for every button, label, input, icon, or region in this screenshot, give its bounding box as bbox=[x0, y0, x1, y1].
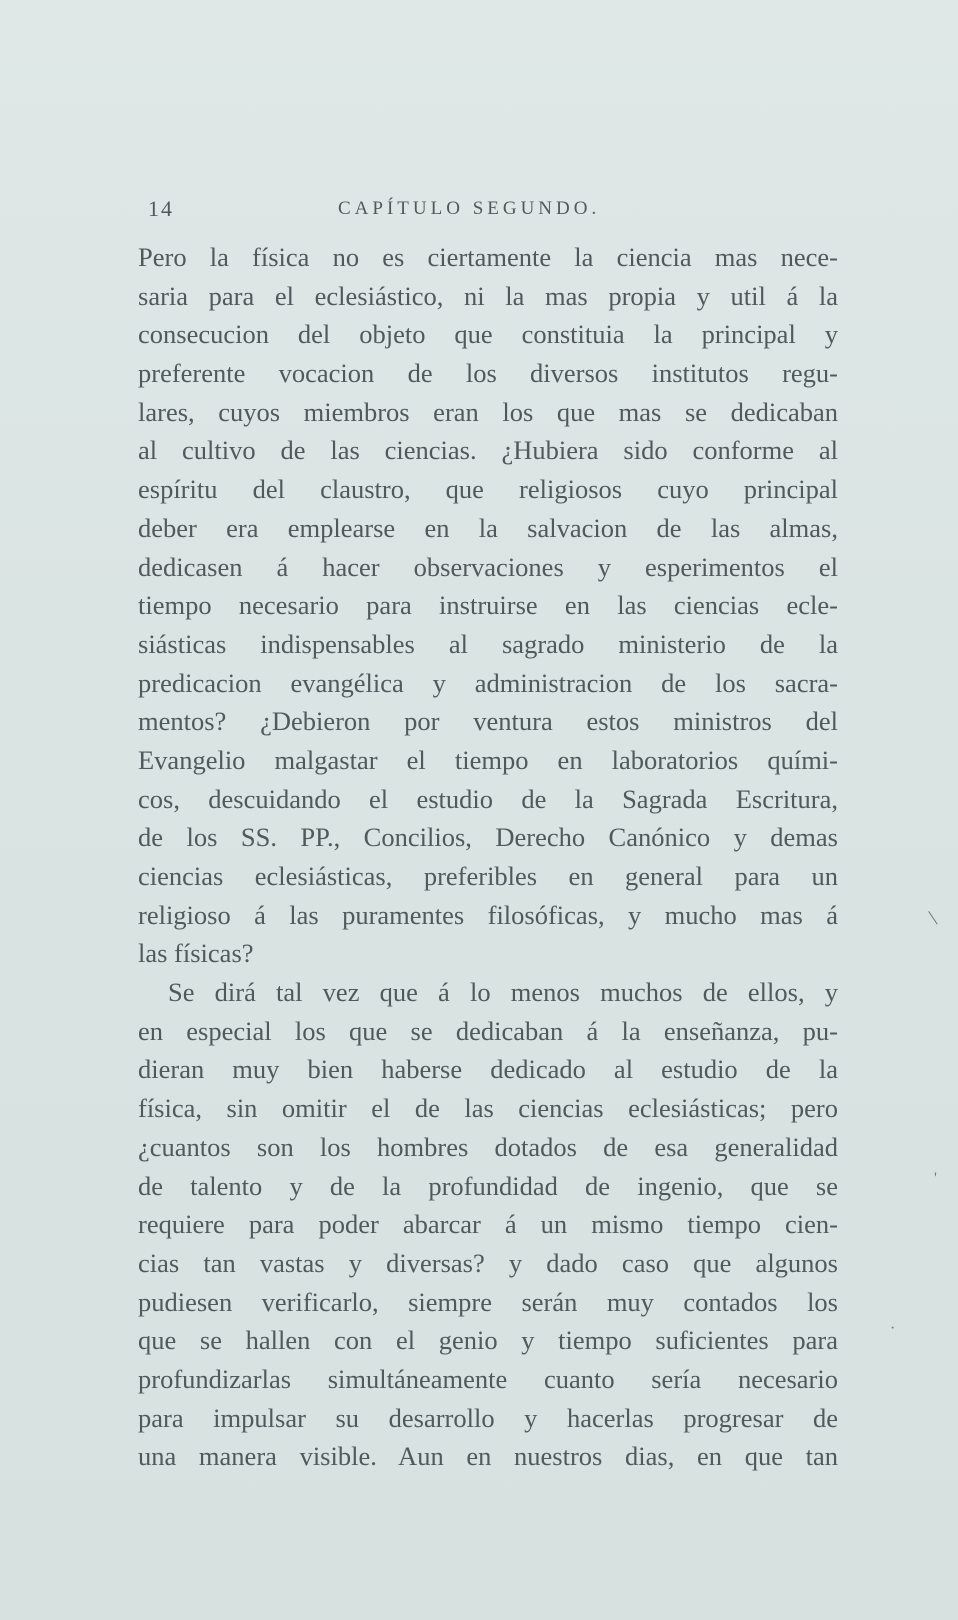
text-line: física, sin omitir el de las ciencias eclesiásticas; pero bbox=[138, 1093, 838, 1124]
text-line: preferente vocacion de los diversos institutos regu- bbox=[138, 358, 838, 389]
text-line: requiere para poder abarcar á un mismo tiempo cien- bbox=[138, 1209, 838, 1240]
text-line: espíritu del claustro, que religiosos cuyo principal bbox=[138, 474, 838, 505]
body-text bbox=[138, 238, 838, 1476]
text-line: religioso á las puramentes filosóficas, y mucho mas á bbox=[138, 899, 838, 930]
text-line: Se dirá tal vez que á lo menos muchos de ellos, y bbox=[168, 977, 838, 1008]
text-line: ¿cuantos son los hombres dotados de esa generalidad bbox=[138, 1131, 838, 1162]
text-line: siásticas indispensables al sagrado ministerio de la bbox=[138, 628, 838, 659]
text-line: pudiesen verificarlo, siempre serán muy contados los bbox=[138, 1286, 838, 1317]
text-line: para impulsar su desarrollo y hacerlas progresar de bbox=[138, 1402, 838, 1433]
text-line: en especial los que se dedicaban á la enseñanza, pu- bbox=[138, 1015, 838, 1046]
text-line: de los SS. PP., Concilios, Derecho Canónico y demas bbox=[138, 822, 838, 853]
text-line: que se hallen con el genio y tiempo suficientes para bbox=[138, 1325, 838, 1356]
text-line: Evangelio malgastar el tiempo en laboratorios quími- bbox=[138, 744, 838, 775]
text-line: lares, cuyos miembros eran los que mas se dedicaban bbox=[138, 396, 838, 427]
text-line: consecucion del objeto que constituia la principal y bbox=[138, 319, 838, 350]
text-line: cias tan vastas y diversas? y dado caso que algunos bbox=[138, 1247, 838, 1278]
text-line: al cultivo de las ciencias. ¿Hubiera sido conforme al bbox=[138, 435, 838, 466]
text-line: profundizarlas simultáneamente cuanto sería necesario bbox=[138, 1363, 838, 1394]
text-line: Pero la física no es ciertamente la ciencia mas nece- bbox=[138, 242, 838, 272]
text-line: cos, descuidando el estudio de la Sagrada Escritura, bbox=[138, 783, 838, 814]
text-line: dieran muy bien haberse dedicado al estudio de la bbox=[138, 1054, 838, 1085]
text-line: saria para el eclesiástico, ni la mas propia y util á la bbox=[138, 280, 838, 311]
text-line: dedicasen á hacer observaciones y esperimentos el bbox=[138, 551, 838, 582]
text-line: mentos? ¿Debieron por ventura estos ministros del bbox=[138, 706, 838, 737]
text-line: de talento y de la profundidad de ingenio, que se bbox=[138, 1170, 838, 1201]
text-line: ciencias eclesiásticas, preferibles en general para un bbox=[138, 861, 838, 891]
text-line: las físicas? bbox=[138, 938, 254, 969]
text-line: una manera visible. Aun en nuestros dias, en que tan bbox=[138, 1441, 838, 1472]
running-head: CAPÍTULO SEGUNDO. bbox=[338, 198, 601, 219]
page-header bbox=[148, 196, 848, 226]
text-line: tiempo necesario para instruirse en las ciencias ecle- bbox=[138, 590, 838, 621]
text-line: deber era emplearse en la salvacion de las almas, bbox=[138, 512, 838, 543]
margin-mark: ' bbox=[934, 1170, 937, 1187]
margin-mark: \ bbox=[926, 904, 940, 931]
margin-mark: · bbox=[890, 1320, 896, 1337]
text-line: predicacion evangélica y administracion de los sacra- bbox=[138, 667, 838, 698]
page-number: 14 bbox=[148, 196, 174, 221]
